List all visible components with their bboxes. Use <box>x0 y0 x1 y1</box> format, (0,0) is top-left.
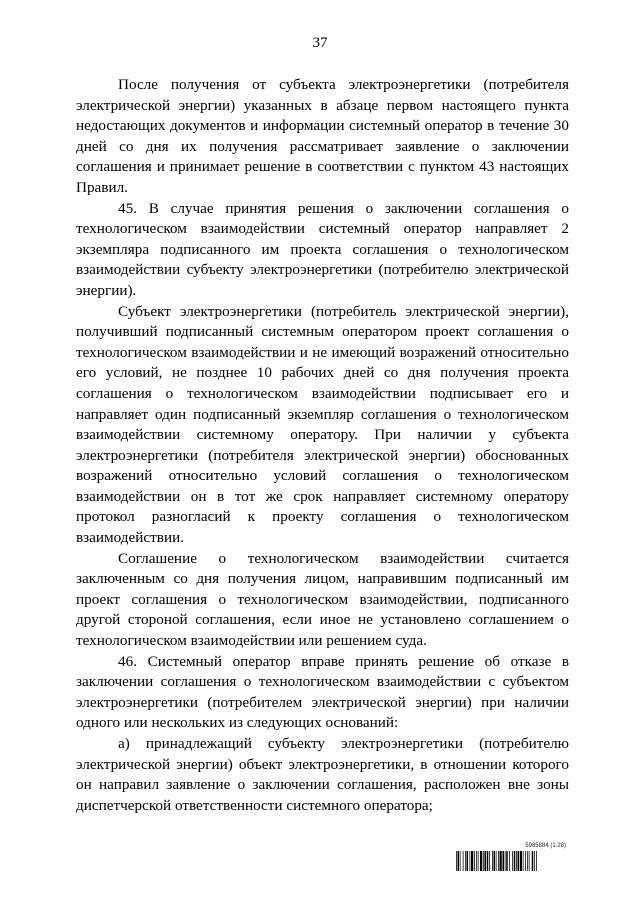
paragraph-documents-review: После получения от субъекта электроэнергетики (потребителя электрической энергии) указанных в абзаце первом настоящего пункта недостающих документов и информации системный оператор в течение 30 дней со дня их получения рассматривает заявление о заключении соглашения и принимает решение в соответствии с пунктом 43 настоящих Правил. <box>76 76 569 196</box>
document-body <box>76 75 569 816</box>
document-stamp <box>456 843 574 871</box>
stamp-code: 5985884 (1.28) <box>525 843 566 849</box>
paragraph-subitem-a: а) принадлежащий субъекту электроэнергетики (потребителю электрической энергии) объект электроэнергетики, в отношении которого он направил заявление о заключении соглашения, расположен вне зоны диспетчерской ответственности системного оператора; <box>76 735 569 814</box>
paragraph-item-45: 45. В случае принятия решения о заключении соглашения о технологическом взаимодействии системный оператор направляет 2 экземпляра подписанного им проекта соглашения о технологическом взаимодействии субъекту электроэнергетики (потребителю электрической энергии). <box>76 199 569 299</box>
barcode-image <box>456 851 574 871</box>
paragraph-item-46: 46. Системный оператор вправе принять решение об отказе в заключении соглашения о технологическом взаимодействии с субъектом электроэнергетики (потребителем электрической энергии) при наличии одного или нескольких из следующих оснований: <box>76 652 569 732</box>
paragraph-subject-signing: Субъект электроэнергетики (потребитель электрической энергии), получивший подписанный системным оператором проект соглашения о технологическом взаимодействии и не имеющий возражений относительно его условий, не позднее 10 рабочих дней со дня получения проекта соглашения о технологическом взаимодействии подписывает его и направляет один подписанный экземпляр соглашения о технологическом взаимодействии системному оператору. При наличии у субъекта электроэнергетики (потребителя электрической энергии) обоснованных возражений относительно условий соглашения о технологическом взаимодействии он в тот же срок направляет системному оператору протокол разногласий к проекту соглашения о технологическом взаимодействии. <box>76 302 569 547</box>
paragraph-agreement-concluded: Соглашение о технологическом взаимодействии считается заключенным со дня получения лицом, направившим подписанный им проект соглашения о технологическом взаимодействии, подписанного другой стороной соглашения, если иное не установлено соглашением о технологическом взаимодействии или решением суда. <box>76 549 569 650</box>
page-number: 37 <box>312 35 328 51</box>
